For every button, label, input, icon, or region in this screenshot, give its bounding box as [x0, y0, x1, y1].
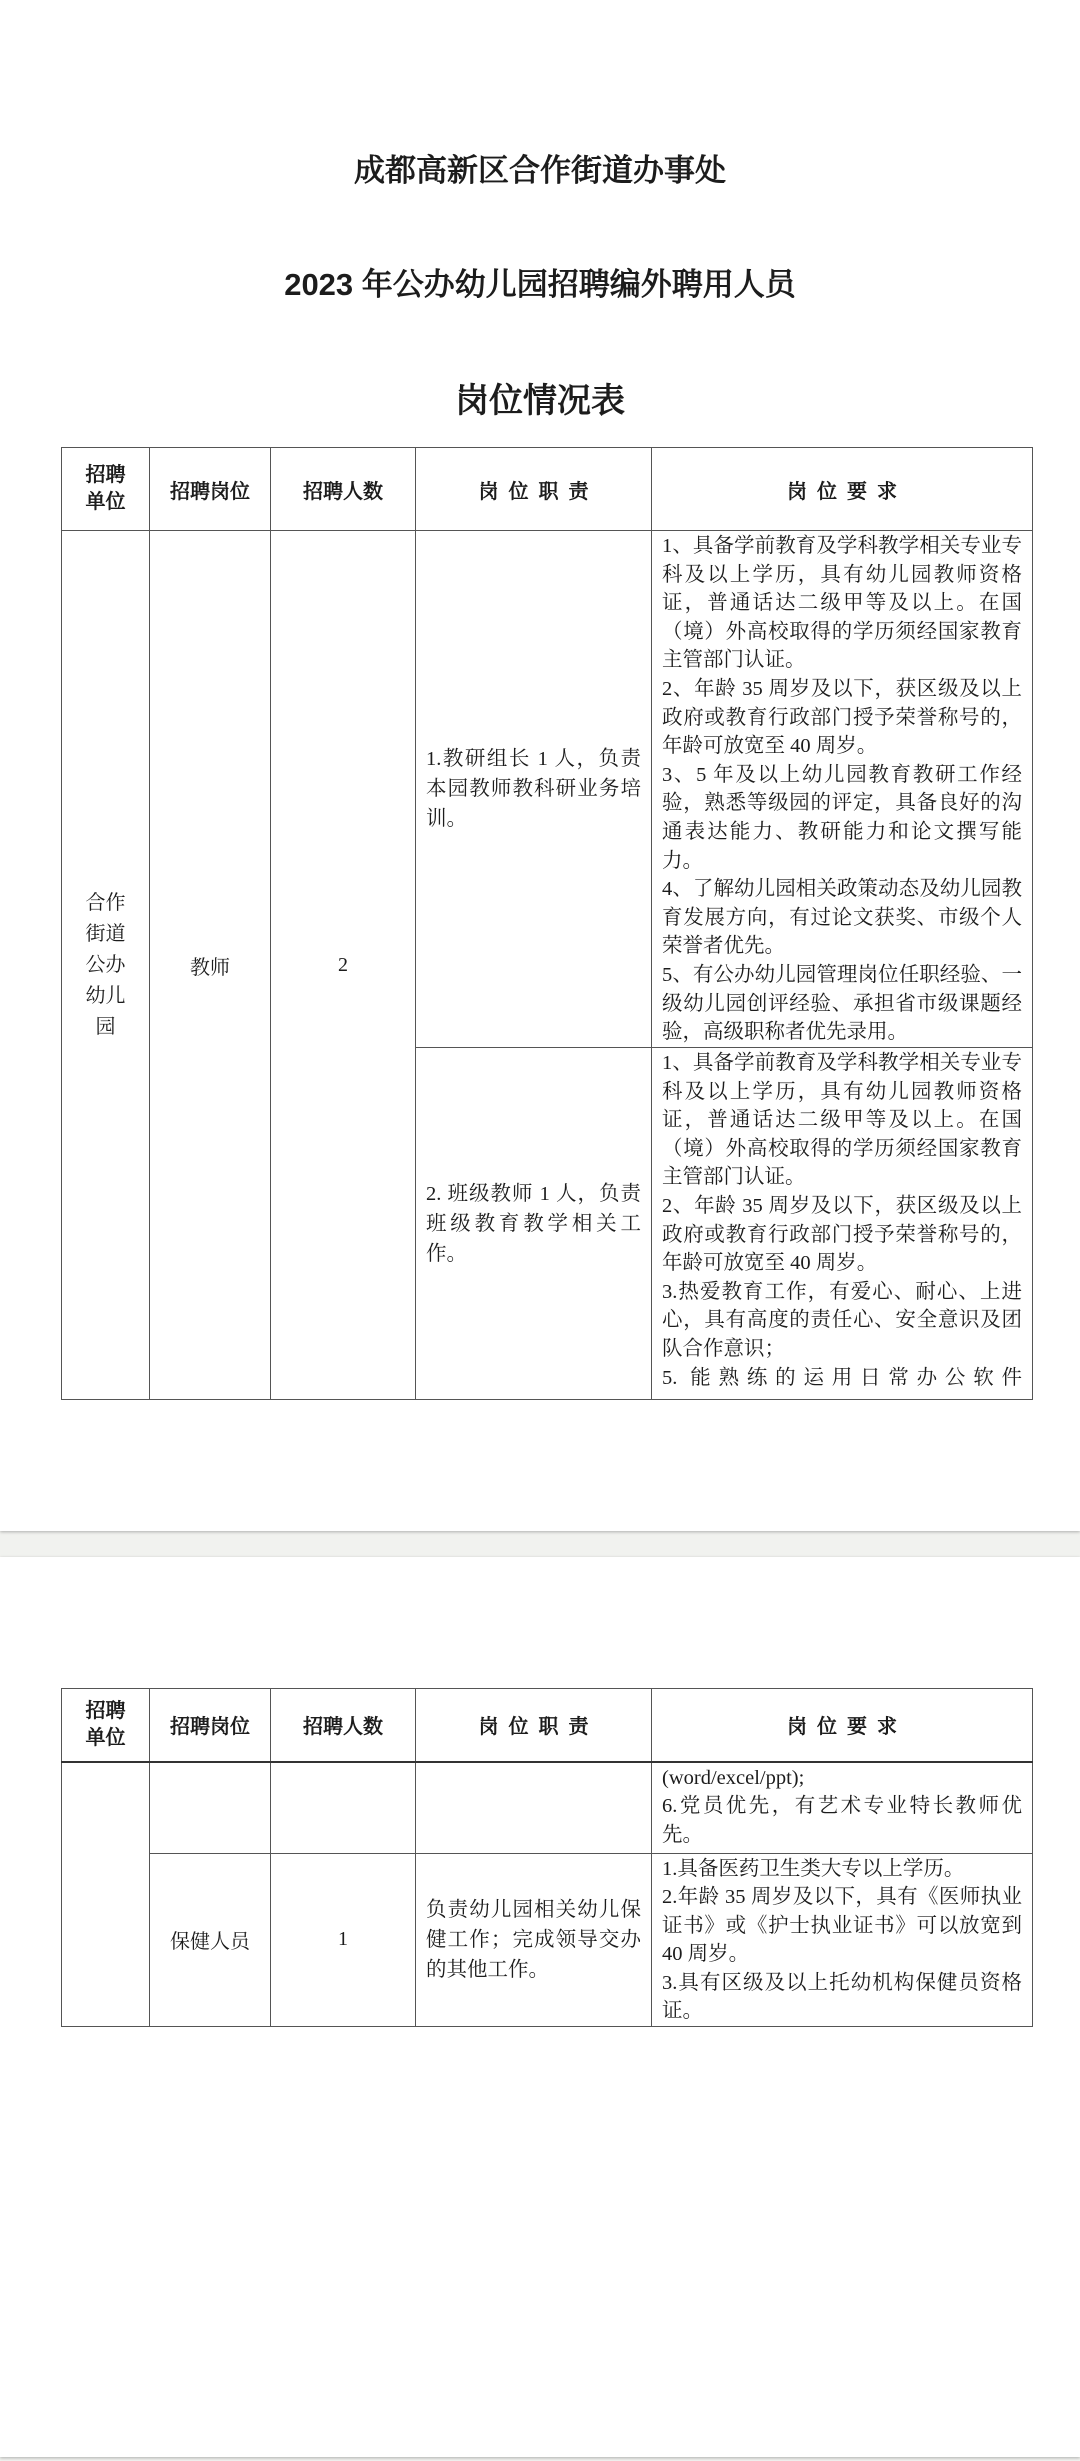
position-cell: 教师	[150, 531, 271, 1400]
requirement-item: 3.热爱教育工作，有爱心、耐心、上进心，具有高度的责任心、安全意识及团队合作意识；	[662, 1280, 1022, 1360]
requirement-item: 3.具有区级及以上托幼机构保健员资格证。	[662, 1971, 1022, 2023]
page-2	[0, 1557, 1080, 2457]
table-row	[62, 1853, 1033, 2027]
requirement-item: 1、具备学前教育及学科教学相关专业专科及以上学历，具有幼儿园教师资格证，普通话达二级甲等及以上。在国（境）外高校取得的学历须经国家教育主管部门认证。	[662, 535, 1022, 672]
duty-cell-2: 2. 班级教师 1 人，负责班级教育教学相关工作。	[416, 1048, 652, 1400]
requirement-item: 6.党员优先，有艺术专业特长教师优先。	[662, 1795, 1022, 1846]
count-cell: 1	[271, 1853, 416, 2027]
doc-title-line-2: 2023 年公办幼儿园招聘编外聘用人员	[284, 267, 796, 302]
col-header-unit: 招聘单位	[62, 1689, 150, 1762]
requirement-item: 2、年龄 35 周岁及以下，获区级及以上政府或教育行政部门授予荣誉称号的，年龄可放宽至 40 周岁。	[662, 1194, 1022, 1275]
doc-title-line-1: 成都高新区合作街道办事处	[354, 153, 726, 188]
col-header-position: 招聘岗位	[150, 1689, 271, 1762]
duty-cell-1: 1.教研组长 1 人，负责本园教师教科研业务培训。	[416, 531, 652, 1048]
table-row	[62, 531, 1033, 1048]
requirement-item: (word/excel/ppt);	[662, 1766, 805, 1789]
table-row	[62, 1762, 1033, 1854]
unit-cell	[62, 531, 150, 1400]
requirement-item: 5、有公办幼儿园管理岗位任职经验、一级幼儿园创评经验、承担省市级课题经验，高级职称者优先录用。	[662, 963, 1022, 1044]
col-header-count: 招聘人数	[271, 448, 416, 531]
position-cell-empty	[150, 1762, 271, 1854]
requirement-item: 1.具备医药卫生类大专以上学历。	[662, 1857, 965, 1880]
requirement-item: 3、5 年及以上幼儿园教育教研工作经验，熟悉等级园的评定，具备良好的沟通表达能力、教研能力和论文撰写能力。	[662, 763, 1022, 872]
requirement-item: 2.年龄 35 周岁及以下，具有《医师执业证书》或《护士执业证书》可以放宽到 40 周岁。	[662, 1886, 1022, 1966]
col-header-requirement: 岗位要求	[652, 448, 1033, 531]
requirements-continuation-cell	[652, 1762, 1033, 1854]
requirement-item: 5. 能熟练的运用日常办公软件	[662, 1366, 1022, 1389]
requirements-cell-2	[652, 1048, 1033, 1400]
doc-title-line-3: 岗位情况表	[455, 382, 625, 420]
table-header-row	[62, 448, 1033, 531]
requirements-cell	[652, 1853, 1033, 2027]
requirement-item: 4、了解幼儿园相关政策动态及幼儿园教育发展方向，有过论文获奖、市级个人荣誉者优先。	[662, 878, 1022, 958]
duty-cell-empty	[416, 1762, 652, 1854]
job-table-page-1	[61, 447, 1033, 1400]
requirement-item: 1、具备学前教育及学科教学相关专业专科及以上学历，具有幼儿园教师资格证，普通话达二级甲等及以上。在国（境）外高校取得的学历须经国家教育主管部门认证。	[662, 1052, 1022, 1189]
unit-cell-empty	[62, 1762, 150, 2027]
table-header-row	[62, 1689, 1033, 1762]
col-header-duty: 岗位职责	[416, 1689, 652, 1762]
col-header-requirement: 岗位要求	[652, 1689, 1033, 1762]
count-cell-empty	[271, 1762, 416, 1854]
job-table-page-2	[61, 1688, 1033, 2027]
col-header-duty: 岗位职责	[416, 448, 652, 531]
count-cell: 2	[271, 531, 416, 1400]
unit-text: 合作街道公办幼儿园	[85, 891, 126, 1038]
position-cell: 保健人员	[150, 1853, 271, 2027]
col-header-unit: 招聘单位	[62, 448, 150, 531]
requirement-item: 2、年龄 35 周岁及以下，获区级及以上政府或教育行政部门授予荣誉称号的，年龄可放宽至 40 周岁。	[662, 677, 1022, 758]
col-header-position: 招聘岗位	[150, 448, 271, 531]
duty-cell: 负责幼儿园相关幼儿保健工作；完成领导交办的其他工作。	[416, 1853, 652, 2027]
requirements-cell-1	[652, 531, 1033, 1048]
col-header-count: 招聘人数	[271, 1689, 416, 1762]
